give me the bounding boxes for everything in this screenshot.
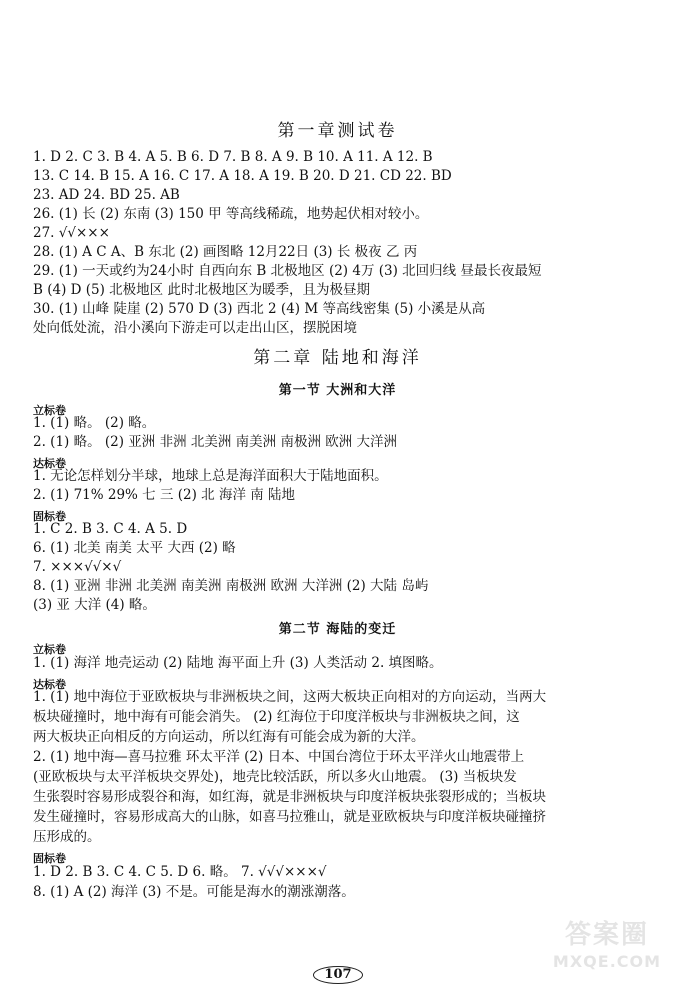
section2-title: 第二节 海陆的变迁	[278, 622, 397, 637]
s2-label-gu: 固标卷	[33, 852, 66, 865]
s1c-line-5: (3) 亚 大洋 (4) 略。	[33, 597, 156, 613]
section1-title: 第一节 大洲和大洋	[278, 383, 397, 398]
s1c-line-1: 1. C 2. B 3. C 4. A 5. D	[33, 521, 188, 537]
s2c-line-1: 1. D 2. B 3. C 4. C 5. D 6. 略。 7. √√√×××√	[33, 864, 327, 880]
ch1-line-9: 30. (1) 山峰 陡崖 (2) 570 D (3) 西北 2 (4) M 等高线密集 (5) 小溪是从高	[33, 301, 486, 317]
s1c-line-2: 6. (1) 北美 南美 太平 大西 (2) 略	[33, 540, 236, 556]
s2b-line-4: 2. (1) 地中海—喜马拉雅 环太平洋 (2) 日本、中国台湾位于环太平洋火山地震带上	[33, 749, 525, 765]
s2-label-li: 立标卷	[33, 643, 66, 656]
s1c-line-3: 7. ×××√√×√	[33, 559, 122, 575]
s2b-line-3: 两大板块正向相反的方向运动，所以红海有可能会成为新的大洋。	[33, 729, 425, 745]
s2-label-da: 达标卷	[33, 678, 66, 691]
watermark-logo-text: 答案圈	[564, 920, 649, 950]
ch1-line-2: 13. C 14. B 15. A 16. C 17. A 18. A 19. B 20. D 21. CD 22. BD	[33, 168, 452, 184]
s1-label-gu: 固标卷	[33, 510, 66, 523]
s2a-line-1: 1. (1) 海洋 地壳运动 (2) 陆地 海平面上升 (3) 人类活动 2. 填图略。	[33, 655, 443, 671]
s2b-line-2: 板块碰撞时，地中海有可能会消失。 (2) 红海位于印度洋板块与非洲板块之间，这	[33, 709, 520, 725]
ch1-line-1: 1. D 2. C 3. B 4. A 5. B 6. D 7. B 8. A 9. B 10. A 11. A 12. B	[33, 149, 433, 165]
chapter2-title: 第二章 陆地和海洋	[253, 348, 422, 368]
watermark-url: MXQE.COM	[552, 952, 662, 971]
s2b-line-7: 发生碰撞时，容易形成高大的山脉，如喜马拉雅山，就是亚欧板块与印度洋板块碰撞挤	[33, 809, 546, 825]
s1b-line-2: 2. (1) 71% 29% 七 三 (2) 北 海洋 南 陆地	[33, 487, 296, 503]
s1b-line-1: 1. 无论怎样划分半球，地球上总是海洋面积大于陆地面积。	[33, 468, 388, 484]
ch1-line-10: 处向低处流，沿小溪向下游走可以走出山区，摆脱困境	[33, 320, 357, 336]
site-watermark	[543, 914, 671, 978]
s1-label-da: 达标卷	[33, 457, 66, 470]
s2b-line-1: 1. (1) 地中海位于亚欧板块与非洲板块之间，这两大板块正向相对的方向运动，当两大	[33, 689, 547, 705]
s1c-line-4: 8. (1) 亚洲 非洲 北美洲 南美洲 南极洲 欧洲 大洋洲 (2) 大陆 岛屿	[33, 578, 429, 594]
s1a-line-2: 2. (1) 略。 (2) 亚洲 非洲 北美洲 南美洲 南极洲 欧洲 大洋洲	[33, 434, 398, 450]
s2b-line-6: 生张裂时容易形成裂谷和海，如红海，就是非洲板块与印度洋板块张裂形成的；当板块	[33, 789, 546, 805]
page-number: 107	[313, 966, 363, 984]
s2c-line-2: 8. (1) A (2) 海洋 (3) 不是。可能是海水的潮涨潮落。	[33, 884, 355, 900]
s2b-line-5: (亚欧板块与太平洋板块交界处)，地壳比较活跃，所以多火山地震。 (3) 当板块发	[33, 769, 517, 785]
ch1-line-6: 28. (1) A C A、B 东北 (2) 画图略 12月22日 (3) 长 极夜 乙 丙	[33, 244, 418, 260]
s2b-line-8: 压形成的。	[33, 829, 101, 845]
ch1-line-7: 29. (1) 一天或约为24小时 自西向东 B 北极地区 (2) 4万 (3) 北回归线 昼最长夜最短	[33, 263, 542, 279]
s1-label-li: 立标卷	[33, 404, 66, 417]
chapter1-title: 第一章测试卷	[277, 121, 398, 141]
ch1-line-3: 23. AD 24. BD 25. AB	[33, 187, 180, 203]
ch1-line-4: 26. (1) 长 (2) 东南 (3) 150 甲 等高线稀疏，地势起伏相对较小。	[33, 206, 429, 222]
ch1-line-5: 27. √√×××	[33, 225, 110, 241]
ch1-line-8: B (4) D (5) 北极地区 此时北极地区为暖季，且为极昼期	[33, 282, 370, 298]
s1a-line-1: 1. (1) 略。 (2) 略。	[33, 415, 156, 431]
